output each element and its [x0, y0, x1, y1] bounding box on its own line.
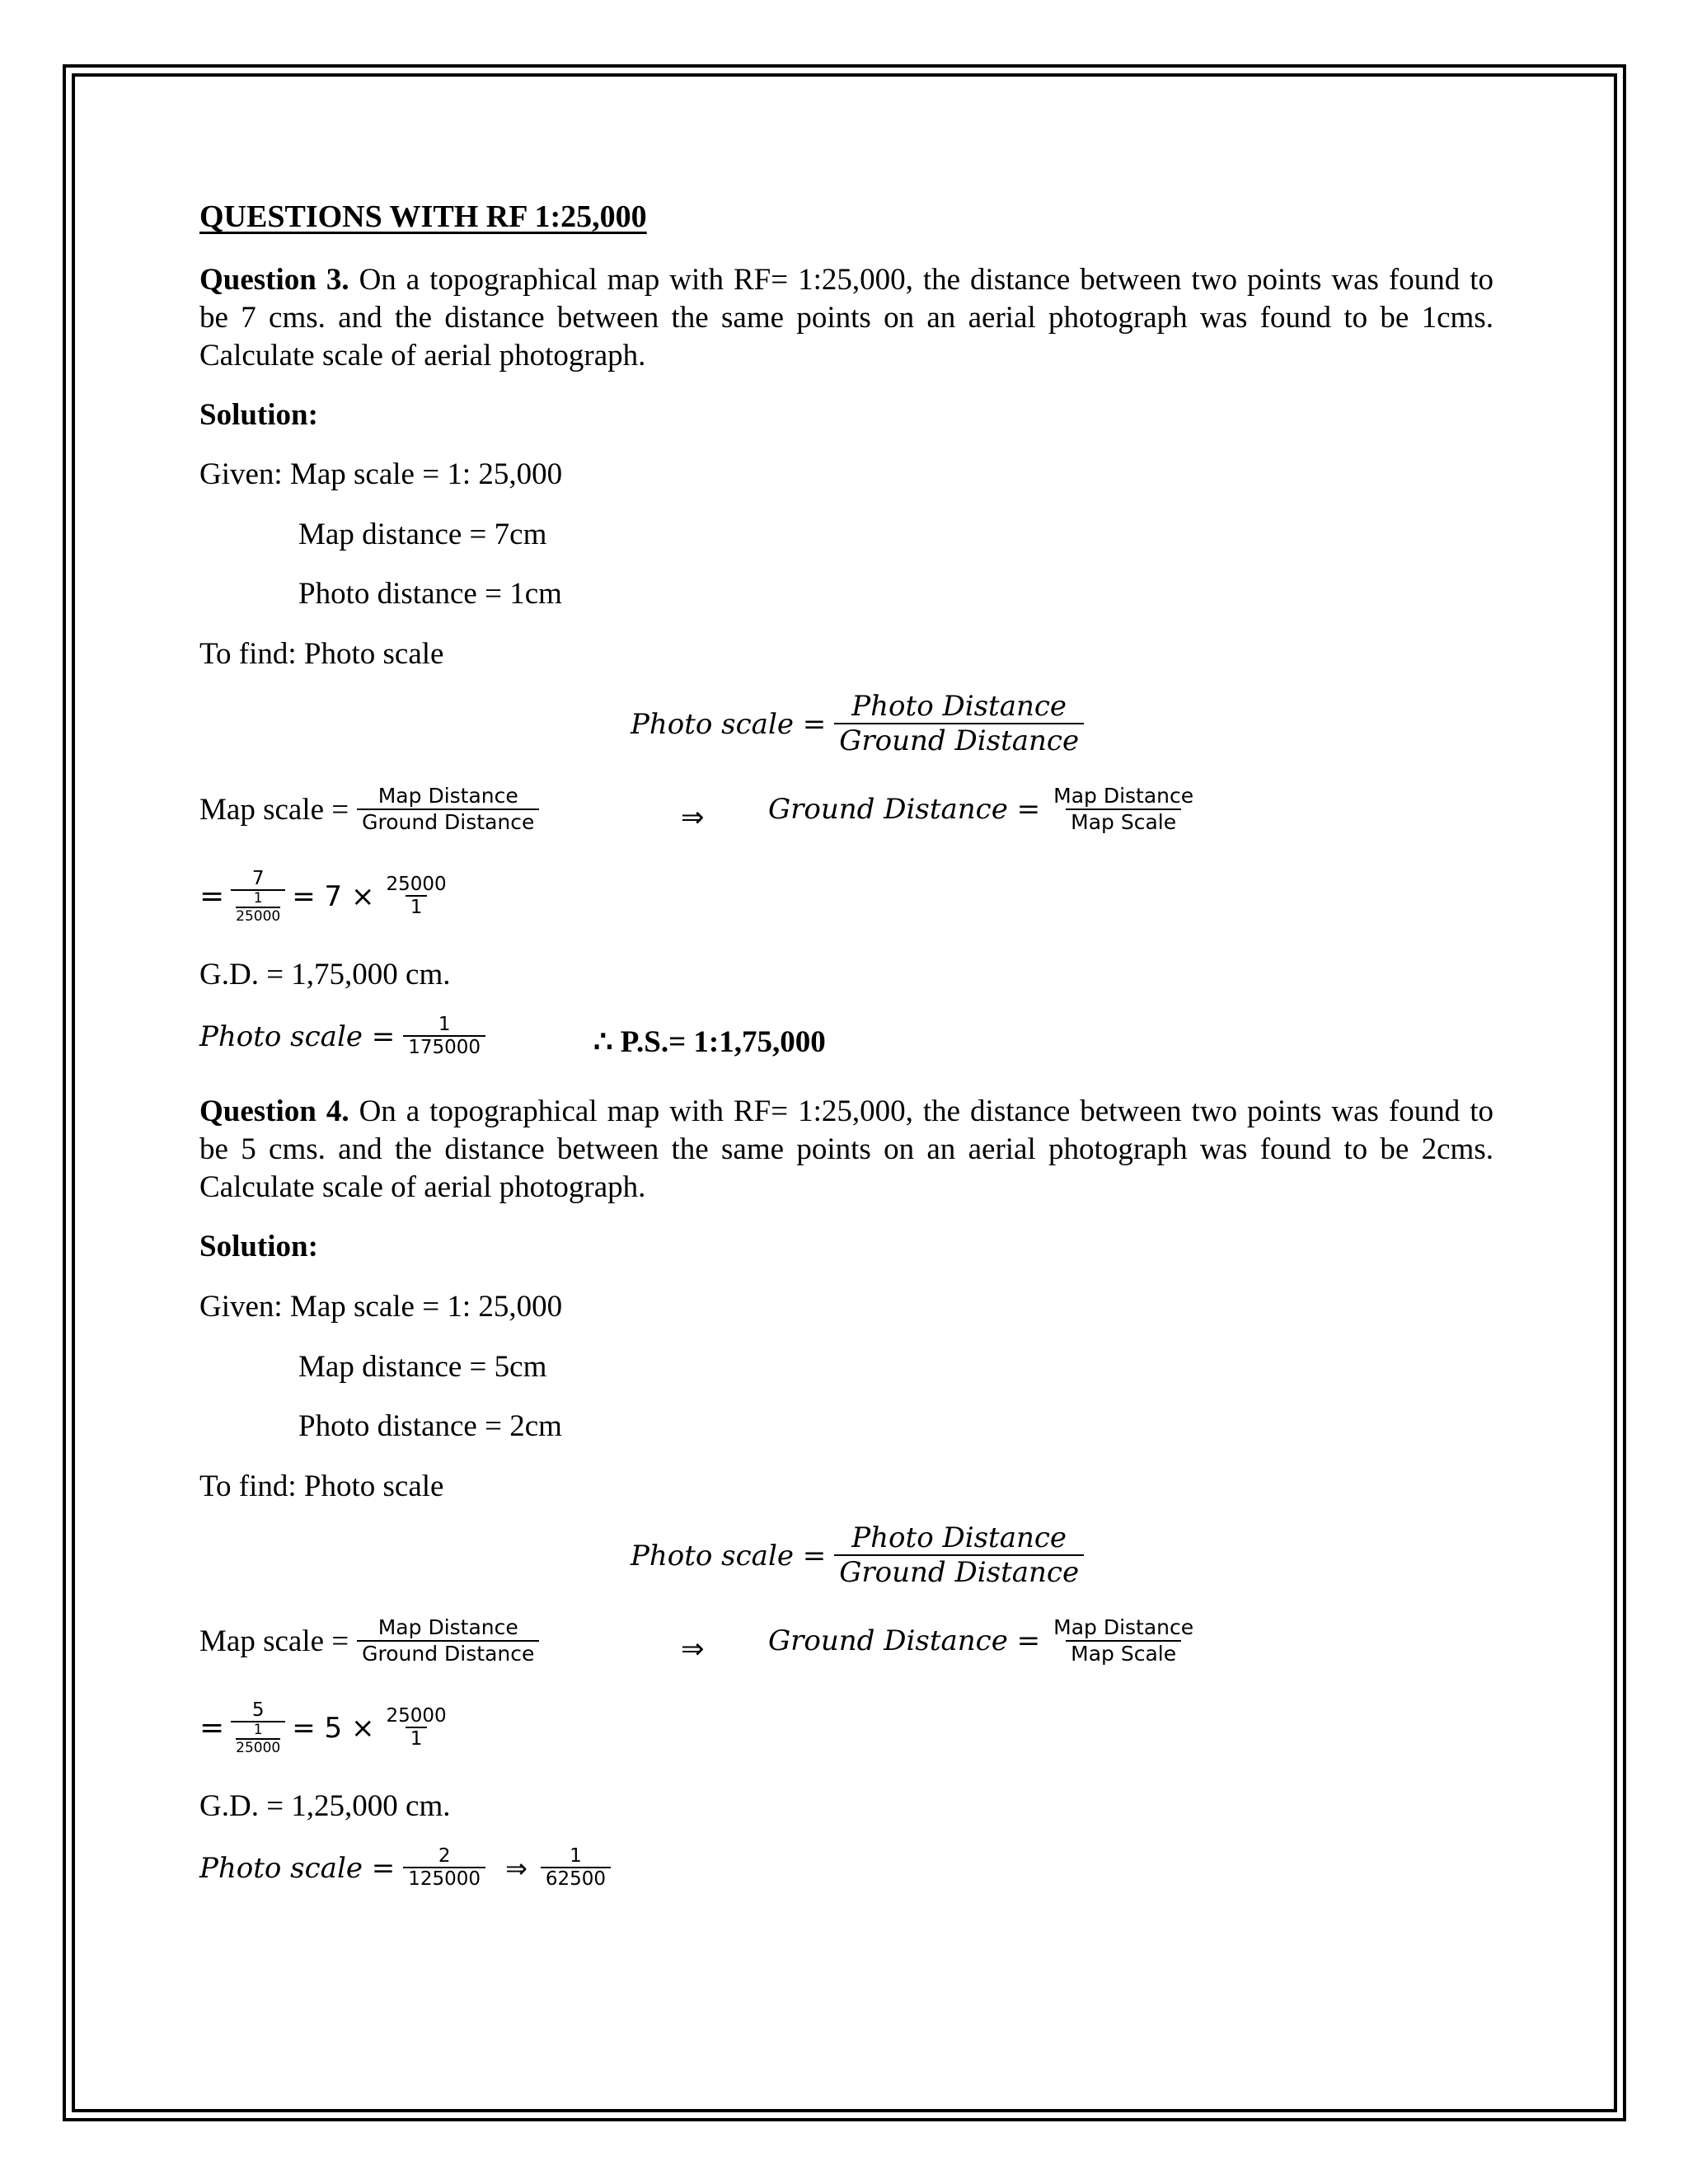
q4-calc-denominator	[231, 1721, 285, 1756]
q4-photo-distance: Photo distance = 2cm	[298, 1409, 562, 1443]
q3-formula-lhs: Photo scale =	[631, 707, 827, 741]
q4-calc-fraction	[382, 1705, 452, 1751]
q3-gd-lhs: Ground Distance =	[768, 793, 1041, 827]
q3-calc-frac-den: 1	[406, 895, 428, 920]
q4-photo-scale-formula	[631, 1522, 1084, 1590]
question-4-text: On a topographical map with RF= 1:25,000, the distance between two points was found to be 5 cms. and the distance between the same points on an aerial photograph was found to be 2cms. Calculate scale of aerial photograph.	[199, 1094, 1493, 1204]
q4-formula-fraction	[834, 1522, 1084, 1590]
q3-to-find: To find: Photo scale	[199, 637, 444, 671]
q3-calc-inner-den: 25000	[236, 908, 281, 926]
q4-ps-numerator: 2	[438, 1845, 451, 1867]
q4-ground-distance-result: G.D. = 1,25,000 cm.	[199, 1789, 451, 1823]
q4-ps2-numerator: 1	[570, 1845, 582, 1867]
q3-given-map-scale: Given: Map scale = 1: 25,000	[199, 457, 563, 491]
q3-calc-inner-num: 1	[253, 890, 263, 907]
q4-ps-fraction	[403, 1845, 485, 1891]
q3-gd-denominator: Map Scale	[1066, 808, 1181, 835]
q3-photo-scale-result	[199, 1014, 485, 1060]
q3-map-scale-denominator: Ground Distance	[357, 808, 539, 835]
q4-formula-denominator: Ground Distance	[834, 1554, 1084, 1590]
q4-map-scale-denominator: Ground Distance	[357, 1640, 539, 1666]
q3-calc-frac-num: 25000	[386, 873, 447, 895]
q3-ps-lhs: Photo scale =	[199, 1020, 396, 1054]
q3-map-distance: Map distance = 7cm	[298, 518, 547, 551]
q3-calc-fraction	[382, 874, 452, 920]
q3-ground-distance-formula	[768, 785, 1198, 835]
q3-formula-denominator: Ground Distance	[834, 723, 1084, 758]
q4-map-scale-numerator: Map Distance	[377, 1615, 518, 1639]
q3-gd-fraction	[1048, 785, 1198, 835]
q3-ps-denominator: 175000	[403, 1035, 485, 1060]
q3-map-scale-lhs: Map scale =	[199, 792, 349, 827]
q4-calc-equals: =	[199, 1711, 225, 1746]
question-3	[199, 261, 1493, 375]
q4-ps-denominator: 125000	[403, 1867, 485, 1891]
q4-formula-lhs: Photo scale =	[631, 1539, 827, 1572]
q4-calc-numerator: 5	[251, 1699, 265, 1721]
q4-map-scale-fraction	[357, 1616, 539, 1666]
q4-gd-denominator: Map Scale	[1066, 1640, 1181, 1666]
q3-map-scale-numerator: Map Distance	[377, 784, 518, 808]
q3-calculation	[199, 868, 452, 926]
q3-map-scale-fraction	[357, 785, 539, 835]
q4-ps2-fraction	[541, 1845, 611, 1891]
q3-calc-denominator	[231, 889, 285, 925]
q4-formula-numerator: Photo Distance	[851, 1521, 1067, 1554]
q4-ps-lhs: Photo scale =	[199, 1852, 396, 1886]
q4-map-scale-lhs: Map scale =	[199, 1624, 349, 1658]
q4-photo-scale-result	[199, 1845, 611, 1891]
q4-calc-inner-den: 25000	[236, 1740, 281, 1757]
q4-gd-fraction	[1048, 1616, 1198, 1666]
q4-calc-inner-num: 1	[253, 1722, 263, 1739]
q3-calc-complex-fraction	[231, 868, 285, 926]
question-3-text: On a topographical map with RF= 1:25,000, the distance between two points was found to be 7 cms. and the distance between the same points on an aerial photograph was found to be 1cms. Calculate scale of aerial photograph.	[199, 263, 1493, 373]
q4-to-find: To find: Photo scale	[199, 1469, 444, 1503]
q3-calc-equals: =	[199, 879, 225, 914]
q4-calculation	[199, 1699, 452, 1757]
q3-ground-distance-result: G.D. = 1,75,000 cm.	[199, 958, 451, 991]
q3-calc-mid: = 7 ×	[292, 879, 375, 913]
q3-solution-label: Solution:	[199, 398, 318, 432]
q3-implies-arrow: ⇒	[681, 801, 705, 834]
q3-formula-numerator: Photo Distance	[851, 690, 1067, 723]
q4-gd-lhs: Ground Distance =	[768, 1624, 1041, 1658]
q4-ground-distance-formula	[768, 1616, 1198, 1666]
q4-gd-numerator: Map Distance	[1053, 1615, 1194, 1639]
q4-solution-label: Solution:	[199, 1230, 318, 1263]
question-4	[199, 1093, 1493, 1207]
q4-calc-mid: = 5 ×	[292, 1711, 375, 1745]
q4-given-map-scale: Given: Map scale = 1: 25,000	[199, 1290, 563, 1324]
q3-photo-scale-formula	[631, 691, 1084, 758]
q4-ps-implies: ⇒	[505, 1853, 528, 1885]
q3-calc-numerator: 7	[251, 868, 265, 889]
question-3-label: Question 3.	[199, 263, 349, 297]
q3-gd-numerator: Map Distance	[1053, 784, 1194, 808]
q4-ps2-denominator: 62500	[541, 1867, 611, 1891]
q4-map-scale-formula	[199, 1616, 539, 1666]
q4-calc-frac-den: 1	[406, 1727, 428, 1751]
q4-implies-arrow: ⇒	[681, 1633, 705, 1666]
q4-calc-complex-fraction	[231, 1699, 285, 1757]
q3-ps-numerator: 1	[438, 1014, 451, 1035]
question-4-label: Question 4.	[199, 1094, 349, 1128]
q3-map-scale-formula	[199, 785, 539, 835]
q4-map-distance: Map distance = 5cm	[298, 1350, 547, 1384]
section-heading: QUESTIONS WITH RF 1:25,000	[199, 199, 647, 234]
q3-ps-fraction	[403, 1014, 485, 1060]
q3-formula-fraction	[834, 691, 1084, 758]
q3-answer: ∴ P.S.= 1:1,75,000	[593, 1025, 826, 1059]
q3-photo-distance: Photo distance = 1cm	[298, 577, 562, 611]
q4-calc-frac-num: 25000	[386, 1704, 447, 1727]
